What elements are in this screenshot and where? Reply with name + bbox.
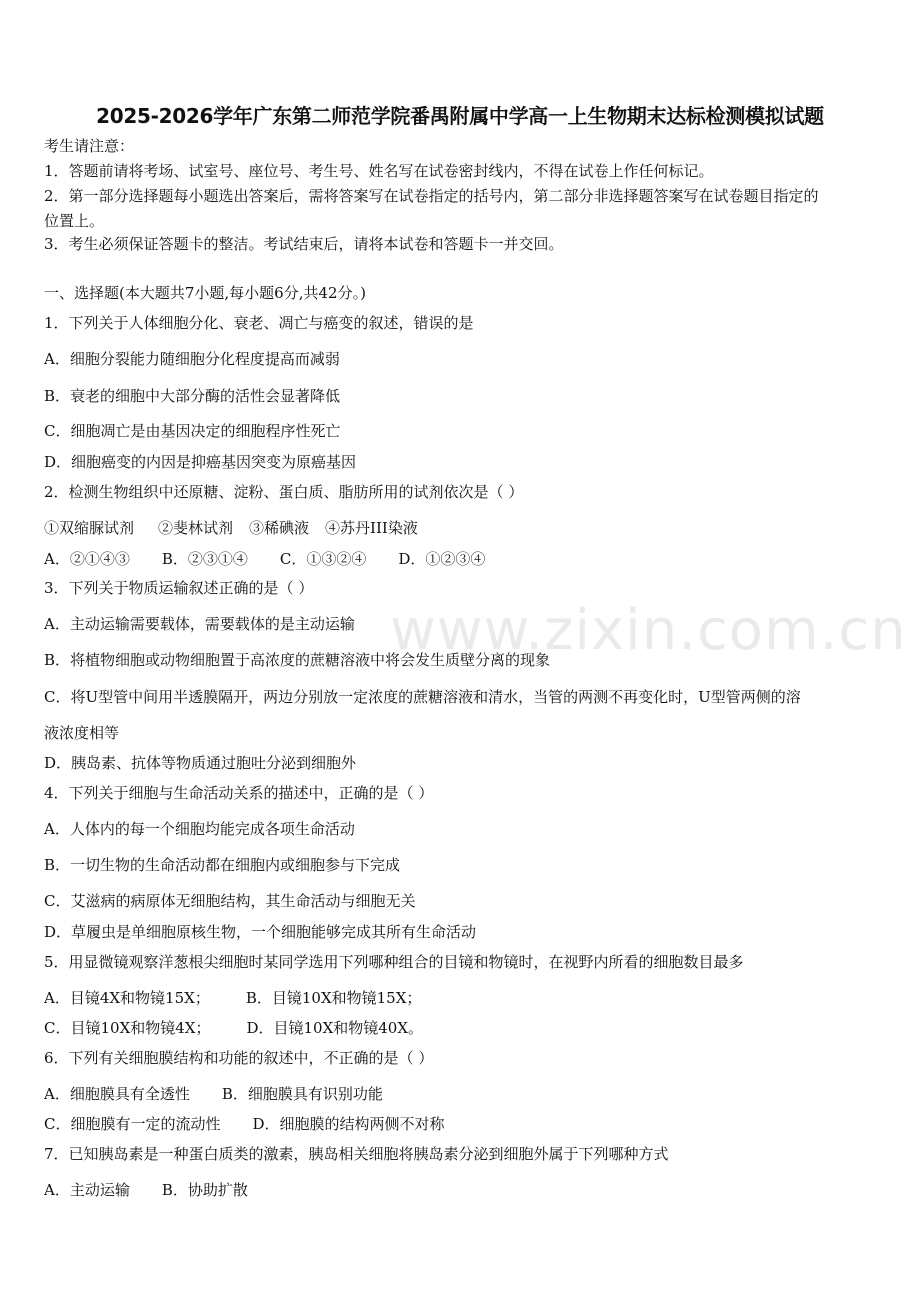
q2-reagents: [44, 518, 418, 538]
q1-option-d: D．细胞癌变的内因是抑癌基因突变为原癌基因: [44, 453, 357, 471]
q2-reagent-2: ②斐林试剂: [158, 519, 234, 537]
q5-option-c: C．目镜10X和物镜4X；: [44, 1019, 211, 1037]
notice-item-2: 2．第一部分选择题每小题选出答案后，需将答案写在试卷指定的括号内，第二部分非选择题答案写在试卷题目指定的: [44, 187, 819, 205]
q2-reagent-4: ④苏丹III染液: [325, 519, 418, 537]
q6-stem: 6．下列有关细胞膜结构和功能的叙述中，不正确的是（ ）: [44, 1049, 434, 1067]
q2-reagent-3: ③稀碘液: [249, 519, 310, 537]
q1-stem: 1．下列关于人体细胞分化、衰老、凋亡与癌变的叙述，错误的是: [44, 314, 474, 332]
q3-stem: 3．下列关于物质运输叙述正确的是（ ）: [44, 579, 314, 597]
q6-option-b: B．细胞膜具有识别功能: [221, 1085, 383, 1103]
q4-option-a: A．人体内的每一个细胞均能完成各项生命活动: [44, 820, 355, 838]
q3-option-d: D．胰岛素、抗体等物质通过胞吐分泌到细胞外: [44, 754, 357, 772]
q4-option-b: B．一切生物的生命活动都在细胞内或细胞参与下完成: [44, 856, 401, 874]
q7-options: [44, 1180, 248, 1200]
q6-option-d: D．细胞膜的结构两侧不对称: [252, 1115, 445, 1133]
q6-options-ab: [44, 1084, 383, 1104]
q2-stem: 2．检测生物组织中还原糖、淀粉、蛋白质、脂肪所用的试剂依次是（ ）: [44, 483, 524, 501]
q4-stem: 4．下列关于细胞与生命活动关系的描述中，正确的是（ ）: [44, 784, 434, 802]
q7-option-b: B．协助扩散: [161, 1181, 248, 1199]
q3-option-c-cont: 液浓度相等: [44, 724, 120, 742]
notice-heading: 考生请注意：: [44, 137, 135, 155]
watermark: www.zixin.com.cn: [390, 598, 907, 663]
q2-options: [44, 549, 485, 569]
q3-option-b: B．将植物细胞或动物细胞置于高浓度的蔗糖溶液中将会发生质壁分离的现象: [44, 651, 551, 669]
q1-option-c: C．细胞凋亡是由基因决定的细胞程序性死亡: [44, 422, 341, 440]
q2-option-c: C．①③②④: [279, 550, 367, 568]
q5-option-a: A．目镜4X和物镜15X；: [44, 989, 210, 1007]
q5-option-d: D．目镜10X和物镜40X。: [246, 1019, 424, 1037]
q5-options-cd: [44, 1018, 423, 1038]
q7-option-a: A．主动运输: [44, 1181, 130, 1199]
q1-option-a: A．细胞分裂能力随细胞分化程度提高而减弱: [44, 350, 340, 368]
q6-option-a: A．细胞膜具有全透性: [44, 1085, 190, 1103]
q3-option-a: A．主动运输需要载体，需要载体的是主动运输: [44, 615, 355, 633]
q7-stem: 7．已知胰岛素是一种蛋白质类的激素，胰岛相关细胞将胰岛素分泌到细胞外属于下列哪种方式: [44, 1145, 669, 1163]
q2-option-a: A．②①④③: [44, 550, 130, 568]
q1-option-b: B．衰老的细胞中大部分酶的活性会显著降低: [44, 387, 341, 405]
q5-option-b: B．目镜10X和物镜15X；: [245, 989, 422, 1007]
notice-item-2-cont: 位置上。: [44, 212, 105, 230]
q4-option-c: C．艾滋病的病原体无细胞结构，其生命活动与细胞无关: [44, 892, 416, 910]
exam-title: 2025-2026学年广东第二师范学院番禺附属中学高一上生物期末达标检测模拟试题: [96, 104, 824, 128]
q6-options-cd: [44, 1114, 445, 1134]
q2-option-d: D．①②③④: [398, 550, 486, 568]
q2-reagent-1: ①双缩脲试剂: [44, 519, 135, 537]
q5-stem: 5．用显微镜观察洋葱根尖细胞时某同学选用下列哪种组合的目镜和物镜时，在视野内所看的细胞数目最多: [44, 953, 744, 971]
notice-item-3: 3．考生必须保证答题卡的整洁。考试结束后，请将本试卷和答题卡一并交回。: [44, 235, 564, 253]
q6-option-c: C．细胞膜有一定的流动性: [44, 1115, 221, 1133]
q3-option-c: C．将U型管中间用半透膜隔开，两边分别放一定浓度的蔗糖溶液和清水，当管的两测不再变化时，U型管两侧的溶: [44, 688, 801, 706]
q2-option-b: B．②③①④: [161, 550, 248, 568]
notice-item-1: 1．答题前请将考场、试室号、座位号、考生号、姓名写在试卷密封线内，不得在试卷上作任何标记。: [44, 162, 714, 180]
section-heading: 一、选择题(本大题共7小题,每小题6分,共42分。): [44, 284, 366, 302]
q5-options-ab: [44, 988, 421, 1008]
q4-option-d: D．草履虫是单细胞原核生物，一个细胞能够完成其所有生命活动: [44, 923, 477, 941]
